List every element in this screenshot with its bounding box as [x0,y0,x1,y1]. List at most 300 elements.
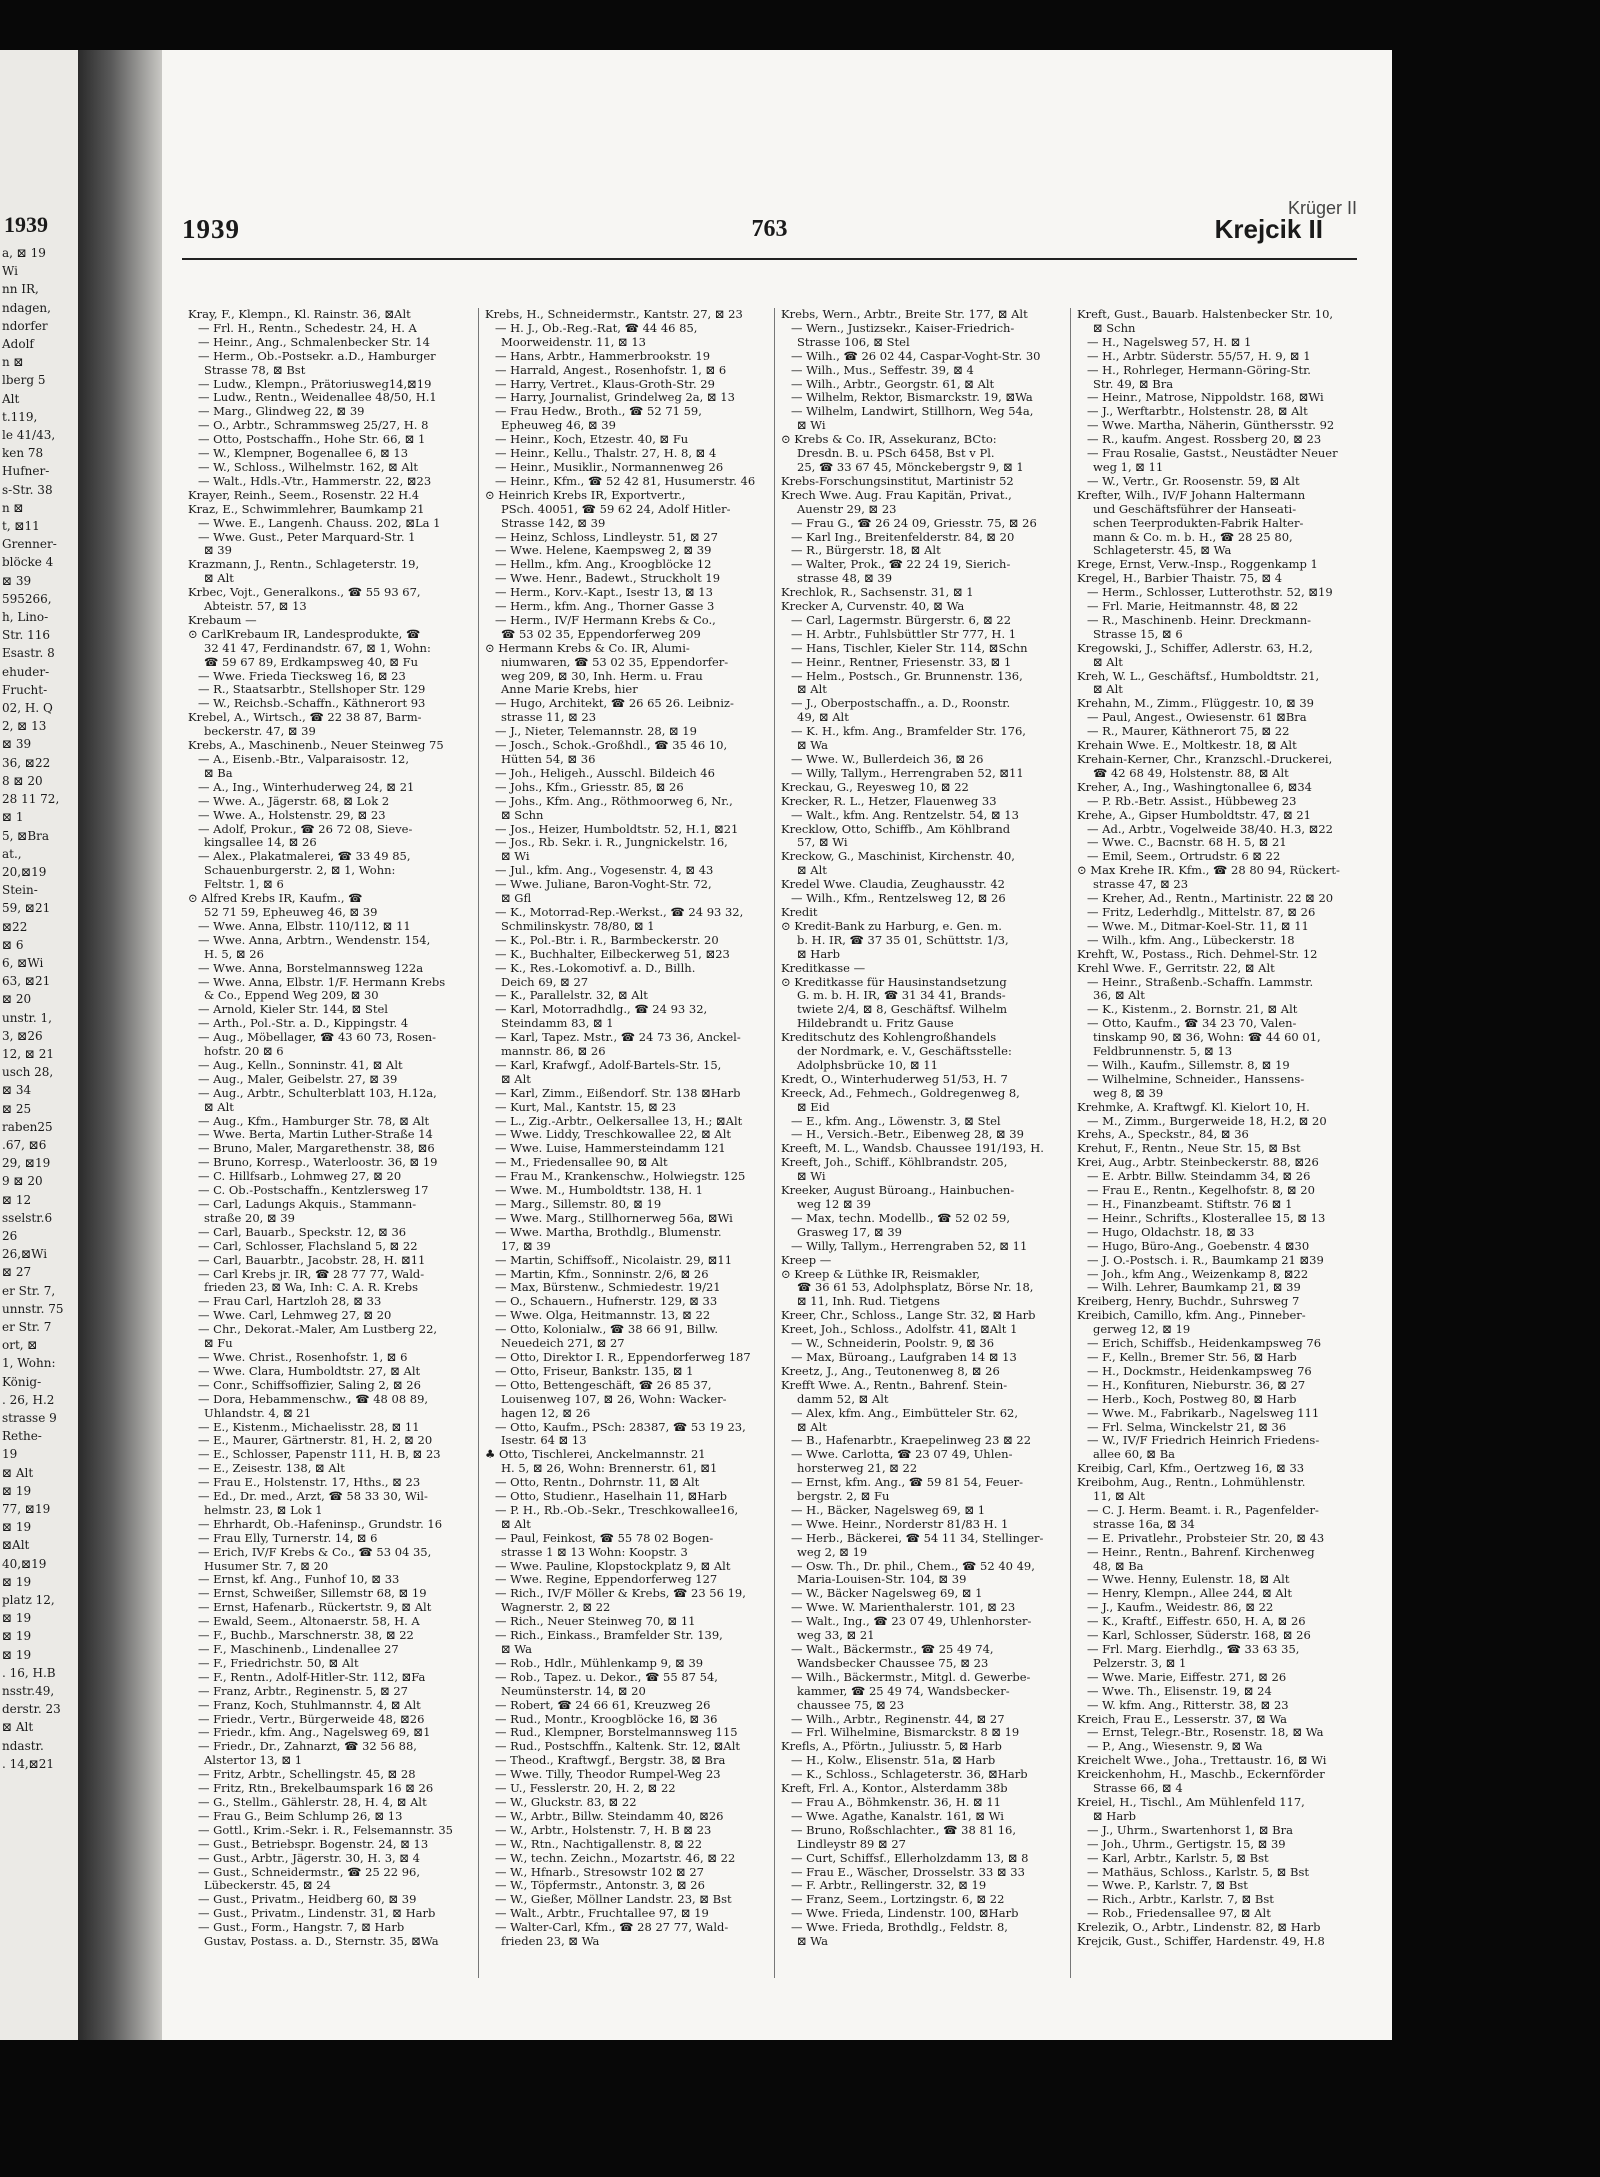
directory-entry: Deich 69, ⊠ 27 [501,975,589,989]
directory-entry: — Walt., Arbtr., Fruchtallee 97, ⊠ 19 [495,1907,709,1921]
directory-entry: gerweg 12, ⊠ 19 [1093,1323,1191,1337]
directory-entry: Krazmann, J., Rentn., Schlageterstr. 19, [188,558,420,572]
directory-entry: ☎ 36 61 53, Adolphsplatz, Börse Nr. 18, [797,1281,1034,1295]
directory-entry: — Wilh., ☎ 26 02 44, Caspar-Voght-Str. 30 [791,349,1041,363]
directory-entry: — Max, techn. Modellb., ☎ 52 02 59, [791,1211,1010,1225]
directory-entry: frieden 23, ⊠ Wa [501,1935,600,1949]
facing-page-line: ken 78 [2,446,44,461]
directory-entry: Krefft Wwe. A., Rentn., Bahrenf. Stein- [781,1378,1008,1392]
directory-entry: Abteistr. 57, ⊠ 13 [204,600,307,614]
directory-entry: — M., Friedensallee 90, ⊠ Alt [495,1156,668,1170]
directory-entry: Krehahn, M., Zimm., Flüggestr. 10, ⊠ 39 [1077,697,1314,711]
directory-entry: Krehmke, A. Kraftwgf. Kl. Kielort 10, H. [1077,1100,1310,1114]
directory-entry: Strasse 142, ⊠ 39 [501,516,606,530]
facing-page-line: 26,⊠Wi [2,1247,48,1262]
directory-entry: — W., Gießer, Möllner Landstr. 23, ⊠ Bst [495,1893,732,1907]
directory-entry: ⊠ Alt [797,1420,827,1434]
directory-entry: — U., Fesslerstr. 20, H. 2, ⊠ 22 [495,1782,676,1796]
directory-entry: — Conr., Schiffsoffizier, Saling 2, ⊠ 26 [198,1378,421,1392]
directory-entry: — Frau Elly, Turnerstr. 14, ⊠ 6 [198,1531,378,1545]
facing-page-line: unnstr. 75 [2,1301,64,1316]
directory-entry: — Wwe. Carlotta, ☎ 23 07 49, Uhlen- [791,1448,1013,1462]
directory-entry: — Ehrhardt, Ob.-Hafeninsp., Grundstr. 16 [198,1517,443,1531]
directory-entry: — Chr., Dekorat.-Maler, Am Lustberg 22, [198,1323,438,1337]
directory-entry: — Frau Carl, Hartzloh 28, ⊠ 33 [198,1295,382,1309]
facing-page-line: 59, ⊠21 [2,901,51,916]
directory-entry: — Friedr., Vertr., Bürgerweide 48, ⊠26 [198,1712,425,1726]
directory-entry: Kreeft, Joh., Schiff., Köhlbrandstr. 205, [781,1156,1008,1170]
directory-entry: — K., Res.-Lokomotivf. a. D., Billh. [495,961,696,975]
directory-entry: — W., Reichsb.-Schaffn., Käthnerort 93 [198,697,426,711]
directory-entry: chaussee 75, ⊠ 23 [797,1698,905,1712]
facing-page-line: 3, ⊠26 [2,1028,43,1043]
directory-entry: — Walt., Bäckermstr., ☎ 25 49 74, [791,1643,994,1656]
directory-entry: — Wwe. Martha, Brothdlg., Blumenstr. [495,1225,722,1239]
directory-entry: — O., Schauern., Hufnerstr. 129, ⊠ 33 [495,1295,718,1309]
directory-entry: ⊙ Max Krehe IR. Kfm., ☎ 28 80 94, Rückert- [1077,864,1340,878]
directory-entry: — Martin, Kfm., Sonninstr. 2/6, ⊠ 26 [495,1267,709,1281]
directory-entry: — R., Staatsarbtr., Stellshoper Str. 129 [198,683,426,697]
facing-page-line: blöcke 4 [2,555,54,570]
directory-entry: — Ernst, Schweißer, Sillemstr 68, ⊠ 19 [198,1587,427,1601]
directory-entry: — Wwe. Pauline, Klopstockplatz 9, ⊠ Alt [495,1559,731,1573]
directory-entry: weg 8, ⊠ 39 [1093,1086,1164,1100]
directory-entry: strasse 48, ⊠ 39 [797,572,893,586]
directory-entry: — Heinr., Kfm., ☎ 52 42 81, Husumerstr. 46 [495,474,756,488]
directory-entry: — Wwe. Christ., Rosenhofstr. 1, ⊠ 6 [198,1350,408,1364]
directory-entry: Str. 49, ⊠ Bra [1093,377,1174,391]
directory-entry: Krechlok, R., Sachsenstr. 31, ⊠ 1 [781,586,974,600]
facing-page-line: ⊠Alt [2,1538,30,1553]
directory-entry: Krecker A, Curvenstr. 40, ⊠ Wa [781,600,965,614]
directory-entry: ⊠ Wi [797,1170,826,1184]
directory-entry: ⊠ Wi [797,419,826,433]
directory-entry: mann & Co. m. b. H., ☎ 28 25 80, [1093,530,1293,544]
directory-entry: — W., Hfnarb., Stresowstr 102 ⊠ 27 [495,1865,704,1879]
facing-page-line: raben25 [2,1119,53,1134]
directory-entry: — E., kfm. Ang., Löwenstr. 3, ⊠ Stel [791,1114,1001,1128]
directory-entry: ⊠ Wi [501,850,530,864]
directory-entry: — H. J., Ob.-Reg.-Rat, ☎ 44 46 85, [495,321,698,335]
facing-page-line: sselstr.6 [2,1210,53,1225]
directory-entry: & Co., Eppend Weg 209, ⊠ 30 [204,989,379,1003]
facing-page-line: Str. 116 [2,628,50,643]
directory-entry: niumwaren, ☎ 53 02 35, Eppendorfer- [501,655,729,669]
directory-entry: — J. O.-Postsch. i. R., Baumkamp 21 ⊠39 [1087,1253,1324,1267]
directory-entry: strasse 1 ⊠ 13 Wohn: Koopstr. 3 [501,1545,688,1559]
directory-entry: b. H. IR, ☎ 37 35 01, Schüttstr. 1/3, [797,933,1009,947]
directory-entry: — C. Ob.-Postschaffn., Kentzlersweg 17 [198,1184,429,1198]
directory-entry: H. 5, ⊠ 26, Wohn: Brennerstr. 61, ⊠1 [501,1462,718,1476]
directory-entry: ⊙ Alfred Krebs IR, Kaufm., ☎ [188,892,363,906]
directory-entry: — H., Rohrleger, Hermann-Göring-Str. [1087,363,1311,377]
directory-entry: — K. H., kfm. Ang., Bramfelder Str. 176, [791,725,1026,739]
directory-entry: — Rob., Tapez. u. Dekor., ☎ 55 87 54, [495,1670,718,1684]
scan-border-right [1392,0,1600,2177]
facing-page-line: 595266, [2,591,52,606]
directory-entry: Kreditkasse — [781,961,866,975]
directory-entry: — Ludw., Rentn., Weidenallee 48/50, H.1 [198,391,437,405]
directory-entry: — Herm., kfm. Ang., Thorner Gasse 3 [495,600,715,614]
directory-entry: — Gust., Privatm., Heidberg 60, ⊠ 39 [198,1893,417,1907]
directory-entry: — W., Arbtr., Holstenstr. 7, H. B ⊠ 23 [495,1823,712,1837]
directory-entry: — Ernst, Telegr.-Btr., Rosenstr. 18, ⊠ Wa [1087,1726,1324,1740]
directory-entry: Kredit [781,905,818,919]
directory-entry: 11, ⊠ Alt [1093,1490,1145,1504]
directory-entry: Strasse 106, ⊠ Stel [797,335,910,349]
directory-entry: Kreet, Joh., Schloss., Adolfstr. 41, ⊠Alt 1 [781,1323,1018,1337]
directory-entry: — Hans, Tischler, Kieler Str. 114, ⊠Schn [791,641,1028,655]
scan-border-bottom [0,2040,1600,2177]
directory-entry: Husumer Str. 7, ⊠ 20 [204,1559,329,1573]
directory-entry: — Herm., Schlosser, Lutterothstr. 52, ⊠19 [1087,586,1333,600]
directory-entry: Neumünsterstr. 14, ⊠ 20 [501,1684,646,1698]
directory-entry: — K., Kistenm., 2. Bornstr. 21, ⊠ Alt [1087,1003,1298,1017]
directory-entry: — Wwe. Anna, Elbstr. 110/112, ⊠ 11 [198,919,411,933]
directory-entry: — Emil, Seem., Ortrudstr. 6 ⊠ 22 [1087,850,1281,864]
directory-entry: — Wwe. Anna, Arbtrn., Wendenstr. 154, [198,933,431,947]
directory-entry: — Herb., Koch, Postweg 80, ⊠ Harb [1087,1392,1297,1406]
directory-entry: — Wilh., Bäckermstr., Mitgl. d. Gewerbe- [791,1670,1031,1684]
facing-page-line: ⊠ 19 [2,1574,32,1589]
directory-entry: — Adolf, Prokur., ☎ 26 72 08, Sieve- [198,822,413,836]
directory-entry: Wagnerstr. 2, ⊠ 22 [501,1601,611,1615]
directory-entry: — K., Kraftf., Eiffestr. 650, H. A, ⊠ 26 [1087,1615,1306,1629]
directory-entry: Moorweidenstr. 11, ⊠ 13 [501,335,646,349]
directory-entry: Hütten 54, ⊠ 36 [501,753,596,766]
directory-entry: — W., Vertr., Gr. Roosenstr. 59, ⊠ Alt [1087,474,1300,488]
facing-page-line: t, ⊠11 [2,519,40,534]
directory-entry: — E., Kistenm., Michaelisstr. 28, ⊠ 11 [198,1420,420,1434]
facing-page-line: 26 [2,1228,18,1243]
directory-entry: — R., Maschinenb. Heinr. Dreckmann- [1087,613,1311,627]
directory-entry: — Josch., Schok.-Großhdl., ☎ 35 46 10, [495,739,728,753]
directory-entry: — Ernst, kfm. Ang., ☎ 59 81 54, Feuer- [791,1476,1024,1490]
directory-entry: ⊠ Schn [501,808,544,822]
directory-entry: — Wilh., Kaufm., Sillemstr. 8, ⊠ 19 [1087,1058,1290,1072]
directory-entry: — K., Buchhalter, Eilbeckerweg 51, ⊠23 [495,947,730,961]
directory-entry: — Wwe. W. Marienthalerstr. 101, ⊠ 23 [791,1601,1016,1615]
directory-entry: — W. kfm. Ang., Ritterstr. 38, ⊠ 23 [1087,1698,1289,1712]
directory-entry: — Aug., Kelln., Sonninstr. 41, ⊠ Alt [198,1058,403,1072]
directory-entry: Kreibig, Carl, Kfm., Oertzweg 16, ⊠ 33 [1077,1462,1305,1476]
directory-entry: Krehft, W., Postass., Rich. Dehmel-Str. 12 [1077,947,1318,961]
directory-entry: — Walt., Hdls.-Vtr., Hammerstr. 22, ⊠23 [198,474,432,488]
directory-entry: — Curt, Schiffsf., Ellerholzdamm 13, ⊠ 8 [791,1851,1029,1865]
directory-entry: Feldbrunnenstr. 5, ⊠ 13 [1093,1045,1233,1059]
directory-entry: ⊠ Gfl [501,892,532,906]
page-header [182,198,1357,260]
directory-entry: Strasse 15, ⊠ 6 [1093,627,1183,641]
directory-entry: — Wwe. Frieda Tiecksweg 16, ⊠ 23 [198,669,406,683]
directory-entry: — Franz, Koch, Stuhlmannstr. 4, ⊠ Alt [198,1698,421,1712]
facing-page-line: 29, ⊠19 [2,1156,51,1171]
directory-entry: Krebs, H., Schneidermstr., Kantstr. 27, ⊠ 23 [485,308,743,321]
directory-entry: — Otto, Bettengeschäft, ☎ 26 85 37, [495,1378,712,1392]
directory-entry: Krbec, Vojt., Generalkons., ☎ 55 93 67, [188,586,421,600]
directory-entry: — K., Schloss., Schlageterstr. 36, ⊠Harb [791,1768,1028,1782]
directory-entry: — E. Arbtr. Billw. Steindamm 34, ⊠ 26 [1087,1170,1311,1184]
directory-entry: 48, ⊠ Ba [1093,1559,1144,1573]
directory-entry: — M., Zimm., Burgerweide 18, H.2, ⊠ 20 [1087,1114,1327,1128]
directory-entry: ⊠ Harb [797,947,841,961]
directory-entry: — Karl, Tapez. Mstr., ☎ 24 73 36, Anckel- [495,1031,741,1045]
directory-entry: Krehain-Kerner, Chr., Kranzschl.-Druckerei, [1077,753,1333,766]
directory-entry: 32 41 47, Ferdinandstr. 67, ⊠ 1, Wohn: [204,641,431,655]
directory-entry: — Martin, Schiffsoff., Nicolaistr. 29, ⊠11 [495,1253,733,1267]
directory-entry: — Wilh., kfm. Ang., Lübeckerstr. 18 [1087,933,1295,947]
directory-entry: allee 60, ⊠ Ba [1093,1448,1176,1462]
directory-entry: ⊠ Alt [501,1517,531,1531]
directory-entry: — Carl Krebs jr. IR, ☎ 28 77 77, Wald- [198,1267,425,1281]
directory-entry: Wandsbecker Chaussee 75, ⊠ 23 [797,1656,989,1670]
directory-entry: — Wwe. Helene, Kaempsweg 2, ⊠ 39 [495,544,712,558]
facing-page-line: 2, ⊠ 13 [2,719,47,734]
directory-entry: strasse 16a, ⊠ 34 [1093,1517,1195,1531]
directory-entry: — J., Kaufm., Weidestr. 86, ⊠ 22 [1087,1601,1274,1615]
facing-page-line: Rethe- [2,1429,42,1444]
directory-entry: — K., Motorrad-Rep.-Werkst., ☎ 24 93 32, [495,905,744,919]
directory-entry: Kregel, H., Barbier Thaistr. 75, ⊠ 4 [1077,572,1283,586]
directory-entry: — Ernst, Hafenarb., Rückertstr. 9, ⊠ Alt [198,1601,432,1615]
facing-page-line: Stein- [2,883,38,898]
facing-page-lines [0,244,78,1773]
directory-entry: — Joh., kfm Ang., Weizenkamp 8, ⊠22 [1087,1267,1309,1281]
directory-entry: — Walt., Ing., ☎ 23 07 49, Uhlenhorster- [791,1615,1032,1629]
scan-border-top [0,0,1600,50]
directory-entry: — Herb., Bäckerei, ☎ 54 11 34, Stellinger- [791,1531,1044,1545]
directory-entry: — J., Nieter, Telemannstr. 28, ⊠ 19 [495,725,697,739]
facing-page-line: Adolf [2,337,34,352]
directory-entry: — W., Töpfermstr., Antonstr. 3, ⊠ 26 [495,1879,705,1893]
directory-entry: — Wilh., Arbtr., Georgstr. 61, ⊠ Alt [791,377,995,391]
directory-entry: Lindleystr 89 ⊠ 27 [797,1837,906,1851]
directory-entry: 52 71 59, Epheuweg 46, ⊠ 39 [204,905,378,919]
directory-entry: — J., Werftarbtr., Holstenstr. 28, ⊠ Alt [1087,405,1308,419]
directory-entry: — R., kaufm. Angest. Rossberg 20, ⊠ 23 [1087,433,1322,447]
directory-entry: Kreibohm, Aug., Rentn., Lohmühlenstr. [1077,1476,1306,1490]
directory-columns [182,308,1357,1978]
directory-entry: — Rud., Klempner, Borstelmannsweg 115 [495,1726,738,1740]
facing-page-line: ⊠ 19 [2,1629,32,1644]
directory-entry: schen Teerprodukten-Fabrik Halter- [1093,516,1304,530]
directory-entry: — F., Rentn., Adolf-Hitler-Str. 112, ⊠Fa [198,1670,426,1684]
facing-page-line: n ⊠ [2,500,24,515]
directory-entry: Kreft, Gust., Bauarb. Halstenbecker Str. 10, [1077,308,1334,321]
directory-entry: — Otto, Direktor I. R., Eppendorferweg 187 [495,1350,751,1364]
facing-page-line: . 26, H.2 [2,1392,55,1407]
facing-page-line: König- [2,1374,42,1389]
facing-page-line: 5, ⊠Bra [2,828,50,843]
directory-entry: — P. Rb.-Betr. Assist., Hübbeweg 23 [1087,794,1297,808]
directory-entry: — Wilh. Lehrer, Baumkamp 21, ⊠ 39 [1087,1281,1301,1295]
directory-entry: — H., Arbtr. Süderstr. 55/57, H. 9, ⊠ 1 [1087,349,1311,363]
directory-entry: — E., Schlosser, Papenstr 111, H. B, ⊠ 23 [198,1448,441,1462]
directory-entry: ⊠ Schn [1093,321,1136,335]
directory-entry: — F. Arbtr., Rellingerstr. 32, ⊠ 19 [791,1879,987,1893]
directory-entry: ⊙ Kreep & Lüthke IR, Reismakler, [781,1267,981,1281]
facing-page-line: ⊠ 12 [2,1192,32,1207]
directory-entry: ⊠ Alt [204,572,234,586]
directory-entry: ⊙ Heinrich Krebs IR, Exportvertr., [485,488,686,502]
directory-entry: — Friedr., Dr., Zahnarzt, ☎ 32 56 88, [198,1740,417,1754]
directory-entry: — J., Uhrm., Swartenhorst 1, ⊠ Bra [1087,1823,1293,1837]
directory-entry: — Otto, Studienr., Haselhain 11, ⊠Harb [495,1490,728,1504]
directory-entry: — Wwe. Heinr., Norderstr 81/83 H. 1 [791,1517,1009,1531]
directory-entry: Krecklow, Otto, Schiffb., Am Köhlbrand [781,822,1011,836]
directory-entry: — Theod., Kraftwgf., Bergstr. 38, ⊠ Bra [495,1754,726,1768]
directory-entry: strasse 11, ⊠ 23 [501,711,597,725]
directory-entry: — Hellm., kfm. Ang., Kroogblöcke 12 [495,558,712,572]
directory-entry: 17, ⊠ 39 [501,1239,551,1253]
directory-entry: kammer, ☎ 25 49 74, Wandsbecker- [797,1684,1010,1698]
header-edge-text: Krüger II [1287,198,1357,218]
facing-page-line: 6, ⊠Wi [2,955,44,970]
directory-entry: — Wwe. A., Jägerstr. 68, ⊠ Lok 2 [198,794,390,808]
directory-entry: Adolphsbrücke 10, ⊠ 11 [797,1058,938,1072]
directory-column-4 [1070,308,1357,1978]
directory-entry: Krefls, A., Pförtn., Juliusstr. 5, ⊠ Harb [781,1740,1002,1754]
directory-entry: — Frl. Marg. Eierhdlg., ☎ 33 63 35, [1087,1643,1300,1656]
directory-entry: — Ernst, kf. Ang., Funhof 10, ⊠ 33 [198,1573,400,1587]
directory-entry: damm 52, ⊠ Alt [797,1392,889,1406]
directory-entry: — Wwe. Agathe, Kanalstr. 161, ⊠ Wi [791,1809,1004,1823]
directory-entry: — Rich., Neuer Steinweg 70, ⊠ 11 [495,1615,696,1629]
directory-entry: — Joh., Uhrm., Gertigstr. 15, ⊠ 39 [1087,1837,1286,1851]
directory-entry: — Frau E., Wäscher, Drosselstr. 33 ⊠ 33 [791,1865,1025,1879]
directory-entry: — W., Klempner, Bogenallee 6, ⊠ 13 [198,447,409,461]
directory-entry: — Wwe. Berta, Martin Luther-Straße 14 [198,1128,433,1142]
directory-entry: — Aug., Maler, Geibelstr. 27, ⊠ 39 [198,1072,398,1086]
directory-entry: — F., Friedrichstr. 50, ⊠ Alt [198,1656,359,1670]
directory-entry: — Frau Rosalie, Gastst., Neustädter Neuer [1087,447,1338,461]
directory-entry: Grasweg 17, ⊠ 39 [797,1225,902,1239]
facing-page-line: ⊠ Alt [2,1720,34,1735]
directory-entry: Krebel, A., Wirtsch., ☎ 22 38 87, Barm- [188,711,422,725]
directory-entry: — Hugo, Büro-Ang., Goebenstr. 4 ⊠30 [1087,1239,1310,1253]
directory-entry: Kreh, W. L., Geschäftsf., Humboldtstr. 21, [1077,669,1320,683]
directory-entry: — Rob., Friedensallee 97, ⊠ Alt [1087,1907,1271,1921]
directory-entry: — Frau M., Krankenschw., Holwiegstr. 125 [495,1170,746,1184]
directory-entry: ⊙ Krebs & Co. IR, Assekuranz, BCto: [781,433,997,447]
directory-entry: Kredel Wwe. Claudia, Zeughausstr. 42 [781,878,1005,892]
directory-entry: — Willy, Tallym., Herrengraben 52, ⊠ 11 [791,1239,1028,1253]
directory-entry: — R., Maurer, Käthnerort 75, ⊠ 22 [1087,725,1290,739]
directory-entry: — Wwe. Liddy, Treschkowallee 22, ⊠ Alt [495,1128,732,1142]
directory-entry: — Heinr., Rentn., Bahrenf. Kirchenweg [1087,1545,1315,1559]
directory-entry: — Heinr., Matrose, Nippoldstr. 168, ⊠Wi [1087,391,1324,405]
directory-entry: — E., Maurer, Gärtnerstr. 81, H. 2, ⊠ 20 [198,1434,433,1448]
facing-page-header: 1939 [4,212,48,237]
directory-entry: 36, ⊠ Alt [1093,989,1145,1003]
directory-entry: — A., Eisenb.-Btr., Valparaisostr. 12, [198,753,410,766]
directory-entry: Kraz, E., Schwimmlehrer, Baumkamp 21 [188,502,425,516]
directory-entry: ⊙ Kredit-Bank zu Harburg, e. Gen. m. [781,919,1002,933]
directory-entry: — P. H., Rb.-Ob.-Sekr., Treschkowallee16, [495,1503,739,1517]
directory-entry: Krebs, A., Maschinenb., Neuer Steinweg 75 [188,739,444,753]
facing-page-line: at., [2,846,22,861]
directory-entry: — E. Privatlehr., Probsteier Str. 20, ⊠ 43 [1087,1531,1325,1545]
directory-entry: — Jul., kfm. Ang., Vogesenstr. 4, ⊠ 43 [495,864,714,878]
directory-entry: Krege, Ernst, Verw.-Insp., Roggenkamp 1 [1077,558,1318,572]
directory-entry: — Hans, Arbtr., Hammerbrookstr. 19 [495,349,711,363]
facing-page-line: ndastr. [2,1738,44,1753]
directory-entry: — Otto, Kaufm., PSch: 28387, ☎ 53 19 23, [495,1420,746,1434]
directory-entry: — Frau G., ☎ 26 24 09, Griesstr. 75, ⊠ 26 [791,516,1037,530]
directory-entry: hagen 12, ⊠ 26 [501,1406,591,1420]
facing-page-line: er Str. 7, [2,1283,56,1298]
directory-entry: Kreckow, G., Maschinist, Kirchenstr. 40, [781,850,1015,864]
directory-entry: ☎ 59 67 89, Erdkampsweg 40, ⊠ Fu [204,655,419,669]
directory-entry: kingsallee 14, ⊠ 26 [204,836,317,850]
directory-entry: Krecker, R. L., Hetzer, Flauenweg 33 [781,794,997,808]
directory-entry: — Hugo, Architekt, ☎ 26 65 26. Leibniz- [495,697,734,711]
directory-entry: — Max, Büroang., Laufgraben 14 ⊠ 13 [791,1350,1017,1364]
directory-entry: straße 20, ⊠ 39 [204,1211,295,1225]
directory-entry: — Max, Bürstenw., Schmiedestr. 19/21 [495,1281,721,1295]
directory-entry: — H., Finanzbeamt. Stiftstr. 76 ⊠ 1 [1087,1198,1293,1211]
directory-entry: — Walter-Carl, Kfm., ☎ 28 27 77, Wald- [495,1921,729,1935]
directory-entry: — Marg., Sillemstr. 80, ⊠ 19 [495,1198,662,1211]
directory-entry: — H., Bäcker, Nagelsweg 69, ⊠ 1 [791,1503,986,1517]
directory-entry: Schlageterstr. 45, ⊠ Wa [1093,544,1232,558]
directory-entry: — Wwe. Gust., Peter Marquard-Str. 1 [198,530,416,544]
directory-entry: — Wwe. Henny, Eulenstr. 18, ⊠ Alt [1087,1573,1290,1587]
directory-entry: ⊠ 11, Inh. Rud. Tietgens [797,1295,940,1309]
directory-entry: — C. Hillfsarb., Lohmweg 27, ⊠ 20 [198,1170,402,1184]
directory-entry: ⊠ 39 [204,544,232,558]
directory-entry: mannstr. 86, ⊠ 26 [501,1045,606,1059]
directory-entry: Steindamm 83, ⊠ 1 [501,1017,614,1031]
directory-entry: Krefter, Wilh., IV/F Johann Haltermann [1077,488,1306,502]
directory-entry: — Ed., Dr. med., Arzt, ☎ 58 33 30, Wil- [198,1490,428,1504]
facing-page-line: . 16, H.B [2,1665,56,1680]
directory-entry: strasse 47, ⊠ 23 [1093,878,1189,892]
directory-entry: Schmilinskystr. 78/80, ⊠ 1 [501,919,655,933]
facing-page-line: ⊠ 39 [2,573,32,588]
directory-entry: — B., Hafenarbtr., Kraepelinweg 23 ⊠ 22 [791,1434,1032,1448]
directory-entry: — Frl. H., Rentn., Schedestr. 24, H. A [198,321,417,335]
directory-entry: Kregowski, J., Schiffer, Adlerstr. 63, H.2, [1077,641,1313,655]
directory-entry: 49, ⊠ Alt [797,711,849,725]
directory-entry: — Frau Hedw., Broth., ☎ 52 71 59, [495,405,702,419]
directory-entry: — Ludw., Klempn., Prätoriusweg14,⊠19 [198,377,432,391]
directory-entry: — Frl. Marie, Heitmannstr. 48, ⊠ 22 [1087,600,1299,614]
directory-entry: — Frau A., Böhmkenstr. 36, H. ⊠ 11 [791,1795,1001,1809]
directory-entry: — Herm., IV/F Hermann Krebs & Co., [495,613,716,627]
facing-page-line: ⊠ 1 [2,810,24,825]
directory-entry: Kreickenhohm, H., Maschb., Eckernförder [1077,1768,1325,1782]
directory-entry: — A., Ing., Winterhuderweg 24, ⊠ 21 [198,780,415,794]
facing-page-line: ⊠ 39 [2,737,32,752]
directory-entry: Dresdn. B. u. PSch 6458, Bst v Pl. [797,447,995,461]
directory-entry: — Frl. Selma, Winckelstr 21, ⊠ 36 [1087,1420,1287,1434]
directory-entry: — Karl, Arbtr., Karlstr. 5, ⊠ Bst [1087,1851,1269,1865]
directory-entry: — Carl, Ladungs Akquis., Stammann- [198,1198,417,1211]
directory-entry: Kreichelt Wwe., Joha., Trettaustr. 16, ⊠ Wi [1077,1754,1327,1768]
directory-entry: — Fritz, Arbtr., Schellingstr. 45, ⊠ 28 [198,1768,416,1782]
directory-entry: ⊠ Alt [204,1100,234,1114]
directory-entry: — Herm., Ob.-Postsekr. a.D., Hamburger [198,349,436,363]
directory-entry: — Jos., Heizer, Humboldtstr. 52, H.1, ⊠21 [495,822,739,836]
directory-entry: Kreditschutz des Kohlengroßhandels [781,1031,997,1045]
directory-entry: G. m. b. H. IR, ☎ 31 34 41, Brands- [797,989,1006,1003]
directory-entry: — Willy, Tallym., Herrengraben 52, ⊠11 [791,766,1024,780]
directory-entry: — H., Dockmstr., Heidenkampsweg 76 [1087,1364,1312,1378]
facing-page-line: 19 [2,1447,18,1462]
directory-entry: ⊠ Harb [1093,1809,1137,1823]
directory-entry: — W., Rtn., Nachtigallenstr. 8, ⊠ 22 [495,1837,703,1851]
